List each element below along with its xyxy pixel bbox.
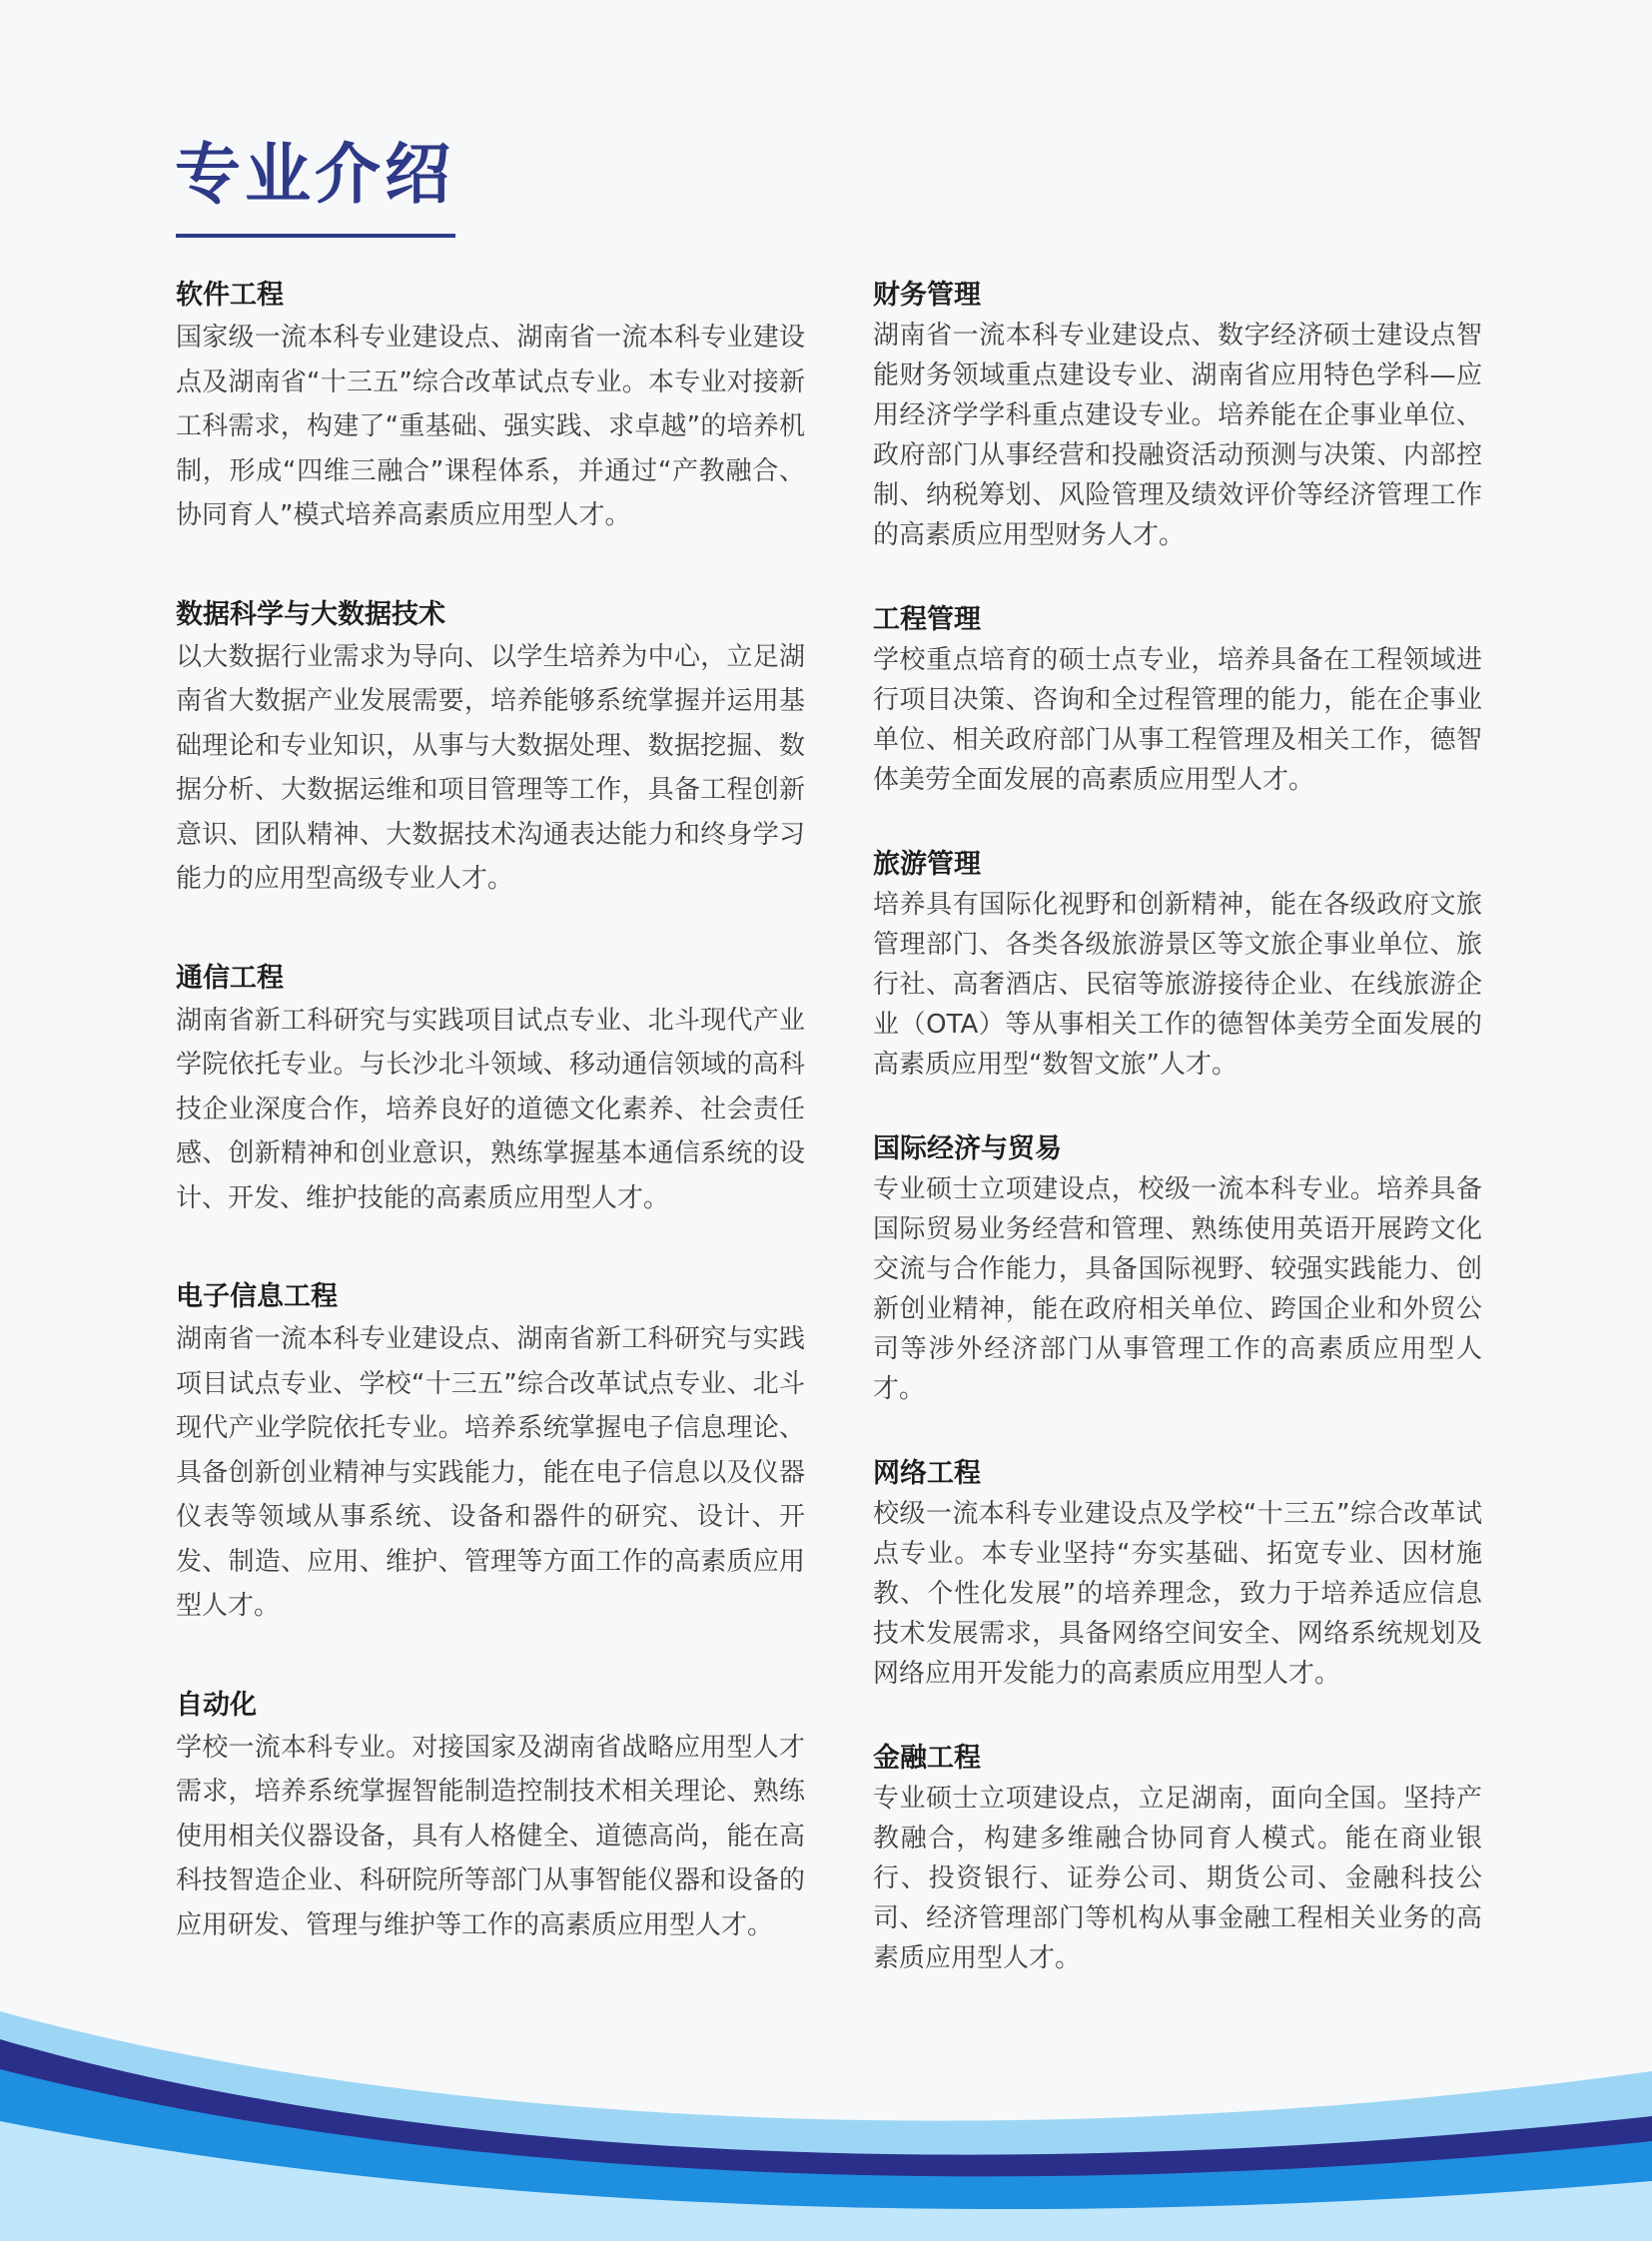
major-financial-engineering [873, 1739, 1482, 1978]
major-heading: 通信工程 [176, 962, 284, 994]
major-heading: 旅游管理 [873, 849, 981, 880]
major-heading: 电子信息工程 [176, 1281, 338, 1312]
left-column [176, 276, 805, 1947]
major-automation [176, 1686, 805, 1948]
major-heading: 金融工程 [873, 1743, 981, 1774]
major-description: 湖南省新工科研究与实践项目试点专业、北斗现代产业学院依托专业。与长沙北斗领域、移动通信领域的高科技企业深度合作，培养良好的道德文化素养、社会责任感、创新精神和创业意识，熟练掌握基本通信系统的设计、开发、维护技能的高素质应用型人才。 [176, 1005, 805, 1213]
major-financial-management [873, 276, 1482, 555]
title-underline [176, 234, 455, 238]
major-description: 培养具有国际化视野和创新精神，能在各级政府文旅管理部门、各类各级旅游景区等文旅企事业单位、旅行社、高奢酒店、民宿等旅游接待企业、在线旅游企业（OTA）等从事相关工作的德智体美劳全面发展的高素质应用型“数智文旅”人才。 [873, 890, 1482, 1080]
major-description: 专业硕士立项建设点，校级一流本科专业。培养具备国际贸易业务经营和管理、熟练使用英语开展跨文化交流与合作能力，具备国际视野、较强实践能力、创新创业精神，能在政府相关单位、跨国企业和外贸公司等涉外经济部门从事管理工作的高素质应用型人才。 [873, 1174, 1482, 1404]
footer-wave-decoration [0, 2011, 1652, 2241]
major-heading: 财务管理 [873, 280, 981, 311]
major-heading: 自动化 [176, 1689, 257, 1721]
major-international-trade [873, 1129, 1482, 1409]
major-software-engineering [176, 276, 805, 538]
major-description: 校级一流本科专业建设点及学校“十三五”综合改革试点专业。本专业坚持“夯实基础、拓宽专业、因材施教、个性化发展”的培养理念，致力于培养适应信息技术发展需求，具备网络空间安全、网络系统规划及网络应用开发能力的高素质应用型人才。 [873, 1499, 1482, 1689]
major-communication-engineering [176, 959, 805, 1221]
major-description: 专业硕士立项建设点，立足湖南，面向全国。坚持产教融合，构建多维融合协同育人模式。能在商业银行、投资银行、证券公司、期货公司、金融科技公司、经济管理部门等机构从事金融工程相关业务的高素质应用型人才。 [873, 1784, 1482, 1973]
right-column [873, 276, 1482, 1978]
major-heading: 国际经济与贸易 [873, 1133, 1062, 1164]
major-electronic-information [176, 1277, 805, 1629]
major-engineering-management [873, 600, 1482, 800]
major-description: 湖南省一流本科专业建设点、数字经济硕士建设点智能财务领域重点建设专业、湖南省应用特色学科—应用经济学学科重点建设专业。培养能在企事业单位、政府部门从事经营和投融资活动预测与决策、内部控制、纳税筹划、风险管理及绩效评价等经济管理工作的高素质应用型财务人才。 [873, 321, 1482, 550]
major-heading: 数据科学与大数据技术 [176, 598, 445, 630]
major-description: 国家级一流本科专业建设点、湖南省一流本科专业建设点及湖南省“十三五”综合改革试点专业。本专业对接新工科需求，构建了“重基础、强实践、求卓越”的培养机制，形成“四维三融合”课程体系，并通过“产教融合、协同育人”模式培养高素质应用型人才。 [176, 323, 805, 530]
major-network-engineering [873, 1454, 1482, 1694]
major-tourism-management [873, 845, 1482, 1085]
major-description: 湖南省一流本科专业建设点、湖南省新工科研究与实践项目试点专业、学校“十三五”综合改革试点专业、北斗现代产业学院依托专业。培养系统掌握电子信息理论、具备创新创业精神与实践能力，能在电子信息以及仪器仪表等领域从事系统、设备和器件的研究、设计、开发、制造、应用、维护、管理等方面工作的高素质应用型人才。 [176, 1324, 805, 1621]
major-description: 学校一流本科专业。对接国家及湖南省战略应用型人才需求，培养系统掌握智能制造控制技术相关理论、熟练使用相关仪器设备，具有人格健全、道德高尚，能在高科技智造企业、科研院所等部门从事智能仪器和设备的应用研发、管理与维护等工作的高素质应用型人才。 [176, 1732, 805, 1940]
major-heading: 网络工程 [873, 1458, 981, 1489]
major-description: 学校重点培育的硕士点专业，培养具备在工程领域进行项目决策、咨询和全过程管理的能力，能在企事业单位、相关政府部门从事工程管理及相关工作，德智体美劳全面发展的高素质应用型人才。 [873, 645, 1482, 795]
page-title: 专业介绍 [175, 136, 454, 213]
major-data-science [176, 595, 805, 902]
major-description: 以大数据行业需求为导向、以学生培养为中心，立足湖南省大数据产业发展需要，培养能够系统掌握并运用基础理论和专业知识，从事与大数据处理、数据挖掘、数据分析、大数据运维和项目管理等工作，具备工程创新意识、团队精神、大数据技术沟通表达能力和终身学习能力的应用型高级专业人才。 [176, 641, 805, 894]
major-heading: 工程管理 [873, 604, 981, 635]
major-heading: 软件工程 [176, 280, 284, 311]
